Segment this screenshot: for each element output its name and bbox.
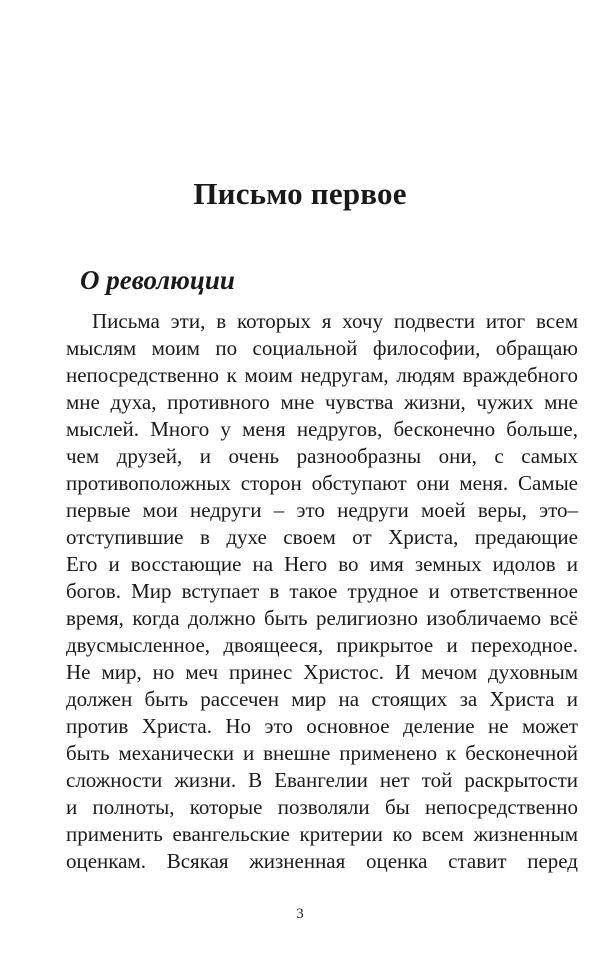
section-title: О революции (80, 265, 235, 295)
chapter-title: Письмо первое (193, 176, 407, 211)
text-line: непосредственно к моим недругам, людям враждебного (66, 363, 578, 387)
text-line: Письма эти, в которых я хочу подвести итог всем (92, 309, 578, 333)
text-line: мне духа, противного мне чувства жизни, чужих мне (66, 390, 578, 414)
text-line: Его и восстающие на Него во имя земных идолов и (66, 552, 578, 576)
text-line: отступившие в духе своем от Христа, предающие (66, 525, 578, 549)
text-line: чем друзей, и очень разнообразны они, с самых (66, 444, 578, 468)
text-line: первые мои недруги – это недруги моей веры, это– (66, 498, 578, 522)
page-number: 3 (296, 906, 304, 922)
text-line: двусмысленное, двоящееся, прикрытое и переходное. (66, 633, 578, 657)
text-line: применить евангельские критерии ко всем жизненным (66, 822, 578, 846)
text-line: против Христа. Но это основное деление не может (66, 714, 578, 738)
text-line: противоположных сторон обступают они меня. Самые (66, 471, 578, 495)
text-line: мыслей. Много у меня недругов, бесконечно больше, (66, 417, 578, 441)
text-line: сложности жизни. В Евангелии нет той раскрытости (66, 768, 578, 792)
text-line: быть механически и внешне применено к бесконечной (66, 741, 578, 765)
text-line: мыслям моим по социальной философии, обращаю (66, 336, 578, 360)
text-line: должен быть рассечен мир на стоящих за Христа и (66, 687, 578, 711)
text-line: оценкам. Всякая жизненная оценка ставит перед (66, 849, 578, 873)
text-line: время, когда должно быть религиозно изобличаемо всё (66, 606, 578, 630)
text-line: и полноты, которые позволяли бы непосредственно (66, 795, 578, 819)
text-line: Не мир, но меч принес Христос. И мечом духовным (66, 660, 578, 684)
text-line: богов. Мир вступает в такое трудное и ответственное (66, 579, 578, 603)
